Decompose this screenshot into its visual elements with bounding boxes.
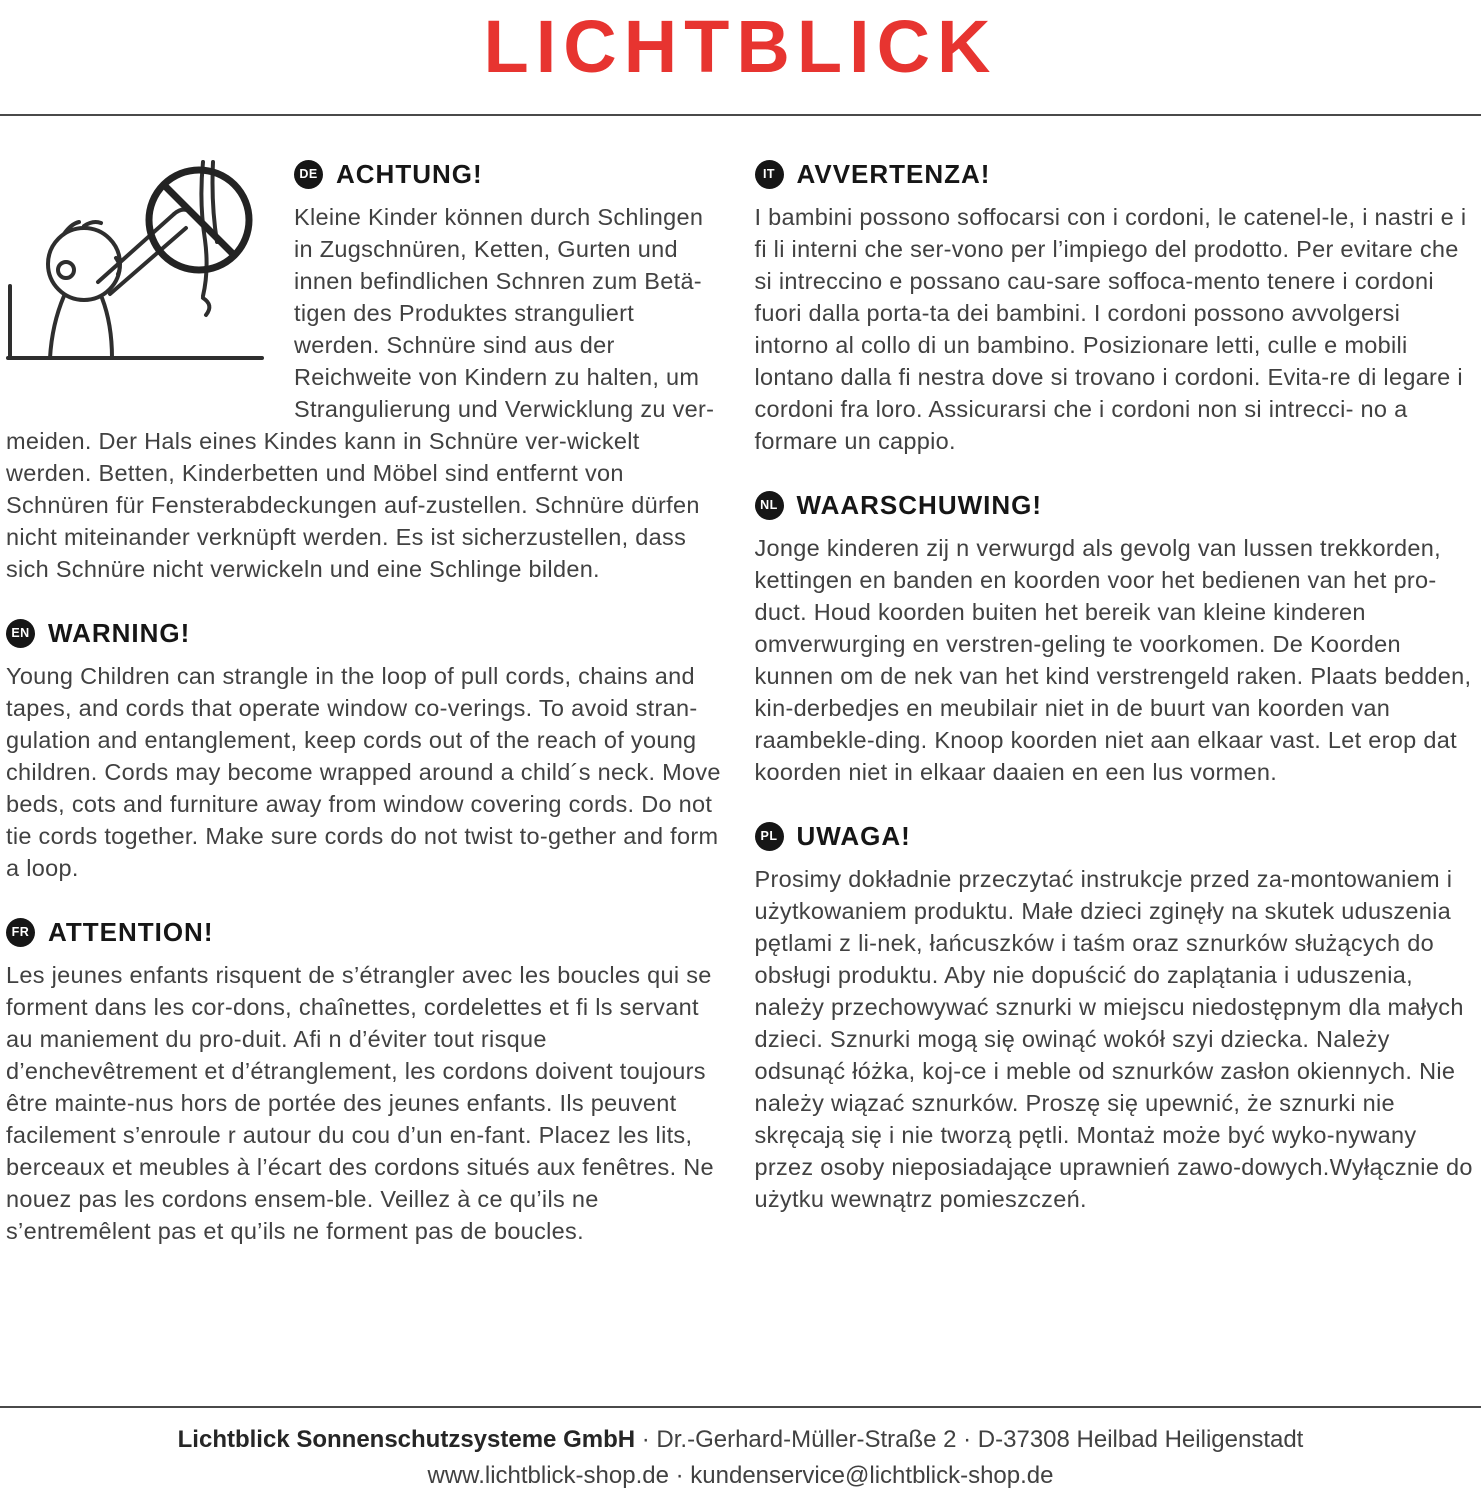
- section-nl-body: Jonge kinderen zij n verwurgd als gevolg van lussen trekkorden, kettingen en banden en koorden voor het bedienen van het pro-duct. Houd koorden buiten het bereik van kleine kinderen omverwurging en verstren-geling te voorkomen. De Koorden kunnen om de nek van het kind verstrengeld raken. Plaats bedden, kin-derbedjes en meubilair niet in de buurt van koorden van raambekle-ding. Knoop koorden niet aan elkaar vast. Let erop dat koorden niet in elkaar daaien en een lus vormen.: [754, 535, 1472, 785]
- section-fr-title: ATTENTION!: [48, 917, 214, 947]
- left-column: [6, 158, 727, 1247]
- section-pl: [755, 820, 1476, 1215]
- lang-badge-de: DE: [294, 160, 323, 189]
- logo: LICHTBLICK: [483, 5, 998, 88]
- section-en-title: WARNING!: [48, 618, 191, 648]
- lang-badge-en: EN: [6, 619, 35, 648]
- section-de-title: ACHTUNG!: [336, 159, 483, 189]
- section-it-title: AVVERTENZA!: [796, 159, 991, 189]
- footer-address-line: [0, 1422, 1481, 1458]
- company-address: · Dr.-Gerhard-Müller-Straße 2 · D-37308 Heilbad Heiligenstadt: [641, 1426, 1304, 1453]
- section-nl-heading: [755, 489, 1476, 522]
- content: [0, 116, 1481, 1247]
- section-it: [755, 158, 1476, 457]
- section-en: [6, 617, 727, 884]
- section-nl: [755, 489, 1476, 788]
- right-column: [755, 158, 1476, 1247]
- section-pl-title: UWAGA!: [796, 821, 911, 851]
- section-de-heading: [294, 158, 727, 191]
- section-pl-body: Prosimy dokładnie przeczytać instrukcje przed za-montowaniem i użytkowaniem produktu. Małe dzieci zginęły na skutek uduszenia pętlami z li-nek, łańcuszków i taśm oraz sznurków służących do obsługi produktu. Aby nie dopuścić do zaplątania i uduszenia, należy przechowywać sznurki w miejscu niedostępnym dla małych dzieci. Sznurki mogą się owinąć wokół szyi dziecka. Należy odsunąć łóżka, koj-ce i meble od sznurków zasłon okiennych. Nie należy wiązać sznurków. Proszę się upewnić, że sznurki nie skręcają się i nie tworzą pętli. Montaż może być wyko-nywany przez osoby nieposiadające uprawnień zawo-dowych.Wyłącznie do użytku wewnątrz pomieszczeń.: [754, 866, 1473, 1212]
- child-cord-warning-illustration: [6, 160, 264, 400]
- section-en-body: Young Children can strangle in the loop of pull cords, chains and tapes, and cords that operate window co-verings. To avoid stran-gulation and entanglement, keep cords out of the reach of young children. Cords may become wrapped around a child´s neck. Move beds, cots and furniture away from window covering cords. Do not tie cords together. Make sure cords do not twist to-gether and form a loop.: [6, 663, 721, 881]
- lang-badge-it: IT: [755, 160, 784, 189]
- lang-badge-nl: NL: [755, 491, 784, 520]
- header: [0, 0, 1481, 88]
- section-it-heading: [755, 158, 1476, 191]
- strangulation-hazard-icon: [6, 160, 264, 400]
- section-en-heading: [6, 617, 727, 650]
- section-fr: [6, 916, 727, 1247]
- lang-badge-pl: PL: [755, 822, 784, 851]
- section-pl-heading: [755, 820, 1476, 853]
- section-fr-heading: [6, 916, 727, 949]
- footer-contact-line: www.lichtblick-shop.de · kundenservice@lichtblick-shop.de: [427, 1462, 1054, 1489]
- section-it-body: I bambini possono soffocarsi con i cordoni, le catenel-le, i nastri e i fi li interni che ser-vono per l’impiego del prodotto. Per evitare che si intreccino e possano cau-sare soffoca-mento tenere i cordoni fuori dalla porta-ta dei bambini. I cordoni possono avvolgersi intorno al collo di un bambino. Posizionare letti, culle e mobili lontano dalla fi nestra dove si trovano i cordoni. Evita-re di legare i cordoni fra loro. Assicurarsi che i cordoni non si intrecci- no a formare un cappio.: [754, 204, 1467, 454]
- lang-badge-fr: FR: [6, 918, 35, 947]
- company-name: Lichtblick Sonnenschutzsysteme GmbH: [177, 1426, 636, 1453]
- section-nl-title: WAARSCHUWING!: [796, 490, 1043, 520]
- section-de-body: Kleine Kinder können durch Schlingen in Zugschnüren, Ketten, Gurten und innen befindlichen Schnren zum Betä-tigen des Produktes stranguliert werden. Schnüre sind aus der Reichweite von Kindern zu halten, um Strangulierung und Verwicklung zu ver-meiden. Der Hals eines Kindes kann in Schnüre ver-wickelt werden. Betten, Kinderbetten und Möbel sind entfernt von Schnüren für Fensterabdeckungen auf-zustellen. Schnüre dürfen nicht miteinander verknüpft werden. Es ist sicherzustellen, dass sich Schnüre nicht verwickeln und eine Schlinge bilden.: [6, 204, 715, 582]
- section-fr-body: Les jeunes enfants risquent de s’étrangler avec les boucles qui se forment dans les cor-dons, chaînettes, cordelettes et fi ls servant au maniement du pro-duit. Afi n d’éviter tout risque d’enchevêtrement et d’étranglement, les cordons doivent toujours être mainte-nus hors de portée des jeunes enfants. Ils peuvent facilement s’enroule r autour du cou d’un en-fant. Placez les lits, berceaux et meubles à l’écart des cordons situés aux fenêtres. Ne nouez pas les cordons ensem-ble. Veillez à ce qu’ils ne s’entremêlent pas et qu’ils ne forment pas de boucles.: [6, 962, 714, 1244]
- footer: [0, 1406, 1481, 1500]
